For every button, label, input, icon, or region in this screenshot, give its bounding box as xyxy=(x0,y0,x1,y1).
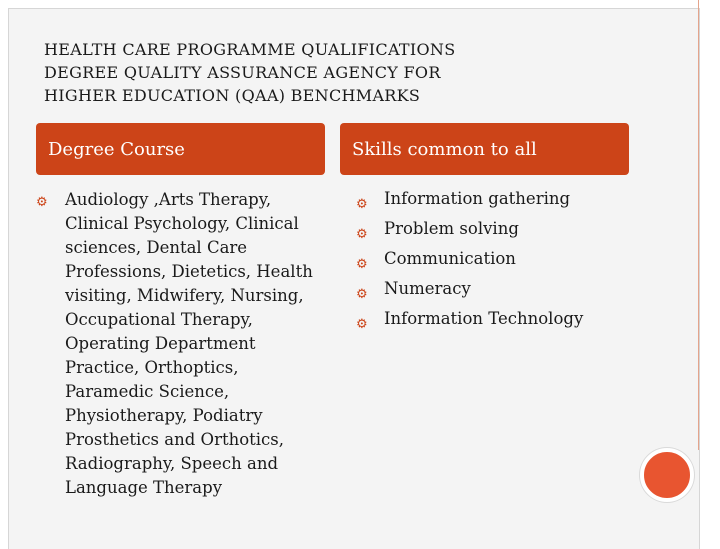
list-item-text: Numeracy xyxy=(384,279,471,298)
list-item xyxy=(356,214,656,244)
decorative-rule xyxy=(698,0,699,450)
gear-bullet-icon: ⚙ xyxy=(356,257,368,272)
list-item-text: Communication xyxy=(384,249,516,268)
list-item-text: Information gathering xyxy=(384,189,571,208)
gear-bullet-icon: ⚙ xyxy=(36,195,48,210)
list-item-text: Information Technology xyxy=(384,309,584,328)
list-item xyxy=(356,304,656,334)
list-item-text: Audiology ,Arts Therapy, Clinical Psychology, Clinical sciences, Dental Care Professions, Dietetics, Health visiting, Midwifery, Nursing, Occupational Therapy, Operating Department Practice, Orthoptics, Paramedic Science, Physiotherapy, Podiatry Prosthetics and Orthotics, Radiography, Speech and Language Therapy xyxy=(65,190,313,497)
gear-bullet-icon: ⚙ xyxy=(356,317,368,332)
list-item xyxy=(356,274,656,304)
degree-course-list xyxy=(36,188,326,500)
degree-course-header-label: Degree Course xyxy=(48,138,185,160)
decorative-circle xyxy=(640,448,694,502)
skills-header-label: Skills common to all xyxy=(352,138,537,160)
gear-bullet-icon: ⚙ xyxy=(356,287,368,302)
gear-bullet-icon: ⚙ xyxy=(356,197,368,212)
degree-course-header xyxy=(36,123,325,175)
gear-bullet-icon: ⚙ xyxy=(356,227,368,242)
skills-list xyxy=(356,184,656,334)
list-item xyxy=(356,184,656,214)
list-item xyxy=(36,188,326,500)
list-item-text: Problem solving xyxy=(384,219,519,238)
slide-title: HEALTH CARE PROGRAMME QUALIFICATIONS DEGREE QUALITY ASSURANCE AGENCY FOR HIGHER EDUCATION (QAA) BENCHMARKS xyxy=(44,40,456,105)
list-item xyxy=(356,244,656,274)
skills-header xyxy=(340,123,629,175)
